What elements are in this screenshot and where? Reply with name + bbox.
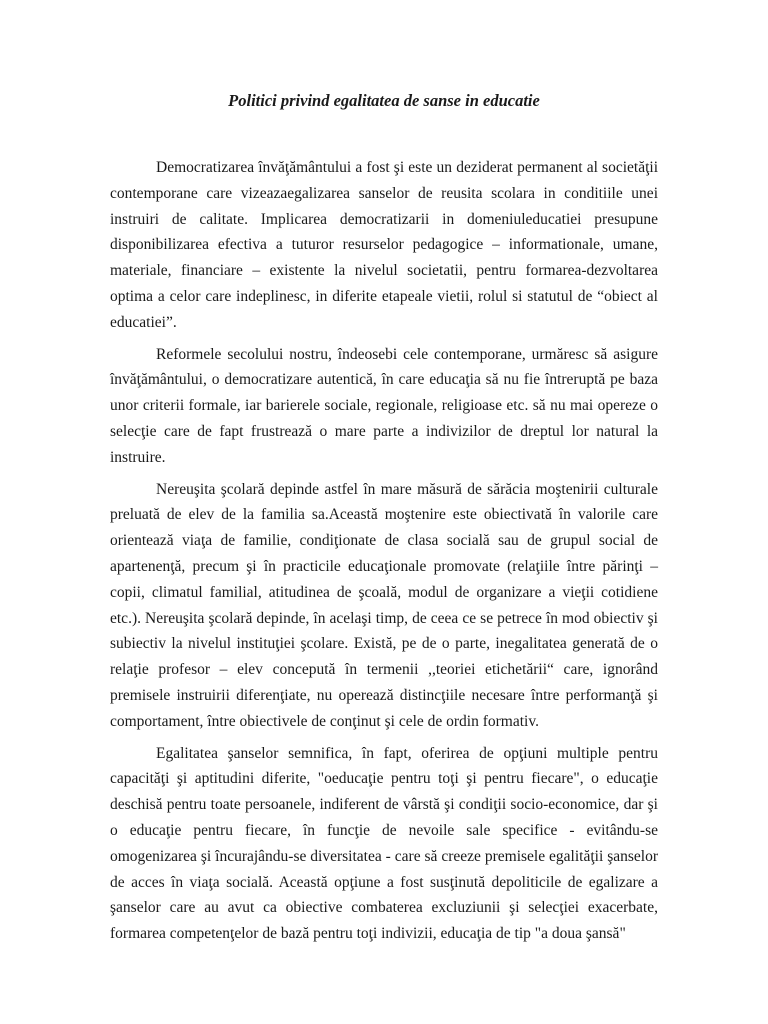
paragraph-2: Reformele secolului nostru, îndeosebi cele contemporane, urmăresc să asigure învăţământului, o democratizare autentică, în care educaţia să nu fie întreruptă pe baza unor criterii formale, iar barierele sociale, regionale, religioase etc. să nu mai opereze o selecţie care de fapt frustrează o mare parte a indivizilor de dreptul lor natural la instruire.: [110, 345, 658, 466]
paragraph-4: Egalitatea şanselor semnifica, în fapt, oferirea de opţiuni multiple pentru capacităţi şi aptitudini diferite, "oeducaţie pentru toţi şi pentru fiecare", o educaţie deschisă pentru toate persoanele, indiferent de vârstă şi condiţii socio-economice, dar şi o educaţie pentru fiecare, în funcţie de nevoile sale specifice - evitându-se omogenizarea şi încurajându-se diversitatea - care să creeze premisele egalităţii şanselor de acces în viaţa socială. Această opţiune a fost susţinută depoliticile de egalizare a şanselor care au avut ca obiective combaterea excluziunii şi selecţiei exacerbate, formarea competenţelor de bază pentru toţi indivizii, educaţia de tip "a doua şansă": [110, 744, 658, 943]
paragraph-3: Nereuşita şcolară depinde astfel în mare măsură de sărăcia moştenirii culturale preluată de elev de la familia sa.Această moştenire este obiectivată în valorile care orientează viaţa de familie, condiţionate de clasa socială sau de grupul social de apartenenţă, precum şi în practicile educaţionale promovate (relaţiile între părinţi –copii, climatul familial, atitudinea de şcoală, modul de organizare a vieţii cotidiene etc.). Nereuşita şcolară depinde, în acelaşi timp, de ceea ce se petrece în mod obiectiv şi subiectiv la nivelul instituţiei şcolare. Există, pe de o parte, inegalitatea generată de o relaţie profesor – elev concepută în termenii ,,teoriei etichetării“ care, ignorând premisele instruirii diferenţiate, nu operează distincţiile necesare între performanţă şi comportament, între obiectivele de conţinut şi cele de ordin formativ.: [110, 480, 658, 730]
paragraph-1: Democratizarea învăţământului a fost şi este un deziderat permanent al societăţii contemporane care vizeazaegalizarea sanselor de reusita scolara in conditiile unei instruiri de calitate. Implicarea democratizarii in domeniuleducatiei presupune disponibilizarea efectiva a tuturor resurselor pedagogice – informationale, umane, materiale, financiare – existente la nivelul societatii, pentru formarea-dezvoltarea optima a celor care indeplinesc, in diferite etapeale vietii, rolul si statutul de “obiect al educatiei”.: [110, 159, 658, 331]
document-title: Politici privind egalitatea de sanse in educatie: [228, 91, 540, 110]
document-page: [110, 88, 658, 953]
